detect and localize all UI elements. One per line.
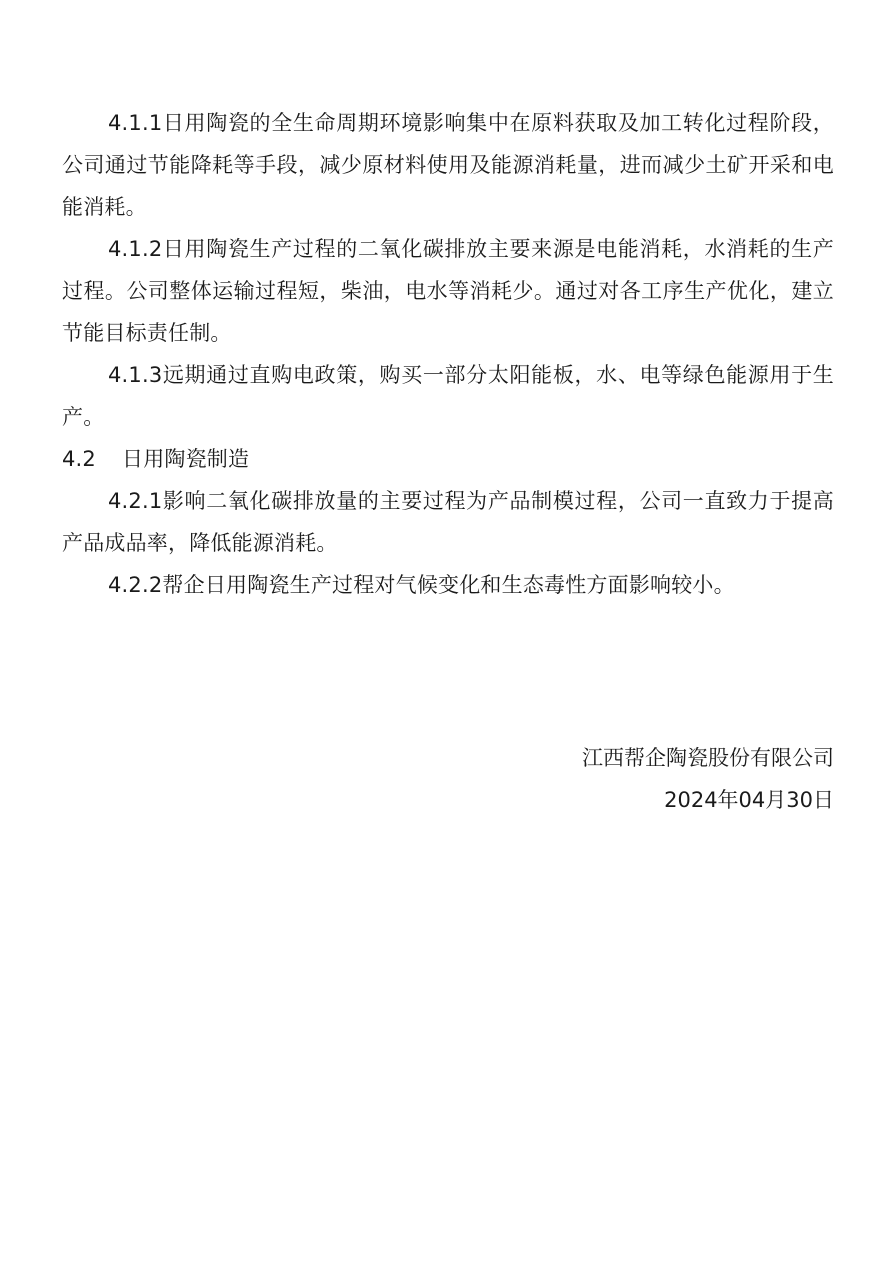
signature-block bbox=[582, 737, 834, 821]
para-4-1-3: 4.1.3远期通过直购电政策，购买一部分太阳能板，水、电等绿色能源用于生产。 bbox=[62, 363, 834, 429]
signature-company: 江西帮企陶瓷股份有限公司 bbox=[582, 746, 834, 770]
heading-4-2 bbox=[62, 438, 834, 480]
heading-title: 日用陶瓷制造 bbox=[122, 447, 250, 471]
para-4-1-2: 4.1.2日用陶瓷生产过程的二氧化碳排放主要来源是电能消耗，水消耗的生产过程。公司整体运输过程短，柴油，电水等消耗少。通过对各工序生产优化，建立节能目标责任制。 bbox=[62, 237, 834, 345]
signature-date: 2024年04月30日 bbox=[664, 788, 834, 812]
para-4-1-1: 4.1.1日用陶瓷的全生命周期环境影响集中在原料获取及加工转化过程阶段，公司通过节能降耗等手段，减少原材料使用及能源消耗量，进而减少土矿开采和电能消耗。 bbox=[62, 111, 834, 219]
para-4-2-2: 4.2.2帮企日用陶瓷生产过程对气候变化和生态毒性方面影响较小。 bbox=[108, 573, 735, 597]
para-4-2-1: 4.2.1影响二氧化碳排放量的主要过程为产品制模过程，公司一直致力于提高产品成品率，降低能源消耗。 bbox=[62, 489, 834, 555]
heading-number: 4.2 bbox=[62, 447, 96, 471]
document-body bbox=[62, 102, 834, 606]
